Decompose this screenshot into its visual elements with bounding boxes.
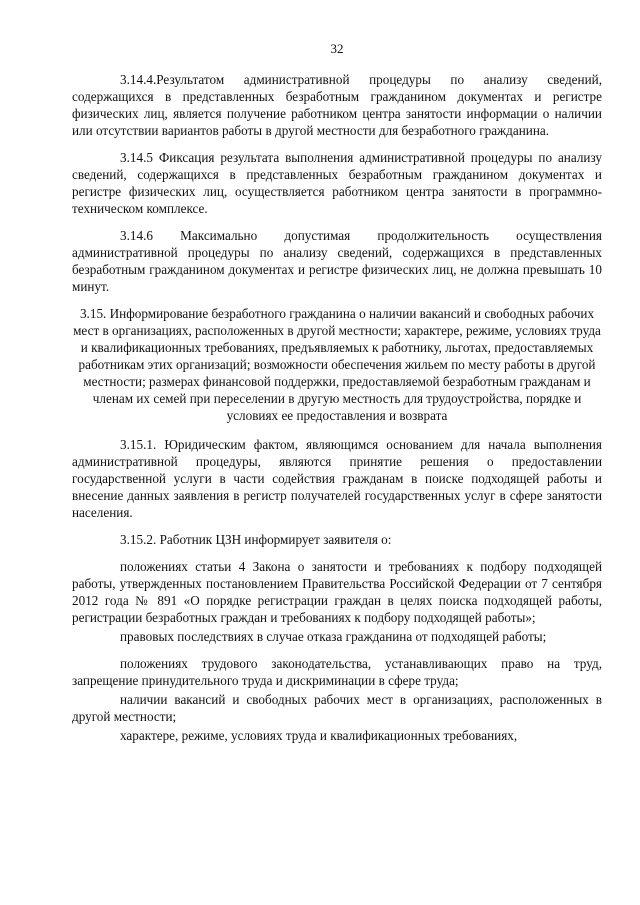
section-heading-3-15: 3.15. Информирование безработного гражданина о наличии вакансий и свободных рабочих мест в организациях, расположенных в другой местности; характере, режиме, условиях труда и квалификационных требованиях, предъявляемых к работнику, льготах, предоставляемых работникам этих организаций; возможности обеспечения жильем по месту работы в другой местности; размерах финансовой поддержки, предоставляемой безработным гражданам и членам их семей при переселении в другую местность для трудоустройства, порядке и условиях ее предоставления и возврата (73, 306, 601, 423)
paragraph-3-15-2: 3.15.2. Работник ЦЗН информирует заявителя о: (120, 532, 392, 547)
list-item: положениях трудового законодательства, устанавливающих право на труд, запрещение принудительного труда и дискриминации в сфере труда; (72, 656, 602, 688)
paragraph-3-15-1: 3.15.1. Юридическим фактом, являющимся основанием для начала выполнения административной процедуры, являются принятие решения о предоставлении государственной услуги в части содействия гражданам в поиске подходящей работы и внесение данных заявления в регистр получателей государственных услуг в сфере занятости населения. (72, 437, 602, 520)
list-item: характере, режиме, условиях труда и квалификационных требованиях, (120, 728, 518, 743)
paragraph-3-14-6: 3.14.6 Максимально допустимая продолжительность осуществления административной процедуры по анализу сведений, содержащихся в представленных безработным гражданином документах и регистре физических лиц, не должна превышать 10 минут. (72, 228, 602, 294)
paragraph-3-14-4: 3.14.4.Результатом административной процедуры по анализу сведений, содержащихся в представленных безработным гражданином документах и регистре физических лиц, является получение работником центра занятости информации о наличии или отсутствии вариантов работы в другой местности для безработного гражданина. (72, 72, 602, 138)
page-number: 32 (330, 41, 344, 56)
paragraph-3-14-5: 3.14.5 Фиксация результата выполнения административной процедуры по анализу сведений, содержащихся в представленных безработным гражданином документах и регистре физических лиц, осуществляется работником центра занятости в программно-техническом комплексе. (72, 150, 602, 216)
list-item: правовых последствиях в случае отказа гражданина от подходящей работы; (120, 629, 547, 644)
list-item: положениях статьи 4 Закона о занятости и требованиях к подбору подходящей работы, утвержденных постановлением Правительства Российской Федерации от 7 сентября 2012 года № 891 «О порядке регистрации граждан в целях поиска подходящей работы, регистрации безработных граждан и требованиях к подбору подходящей работы»; (72, 559, 602, 625)
list-item: наличии вакансий и свободных рабочих мест в организациях, расположенных в другой местности; (72, 692, 602, 724)
